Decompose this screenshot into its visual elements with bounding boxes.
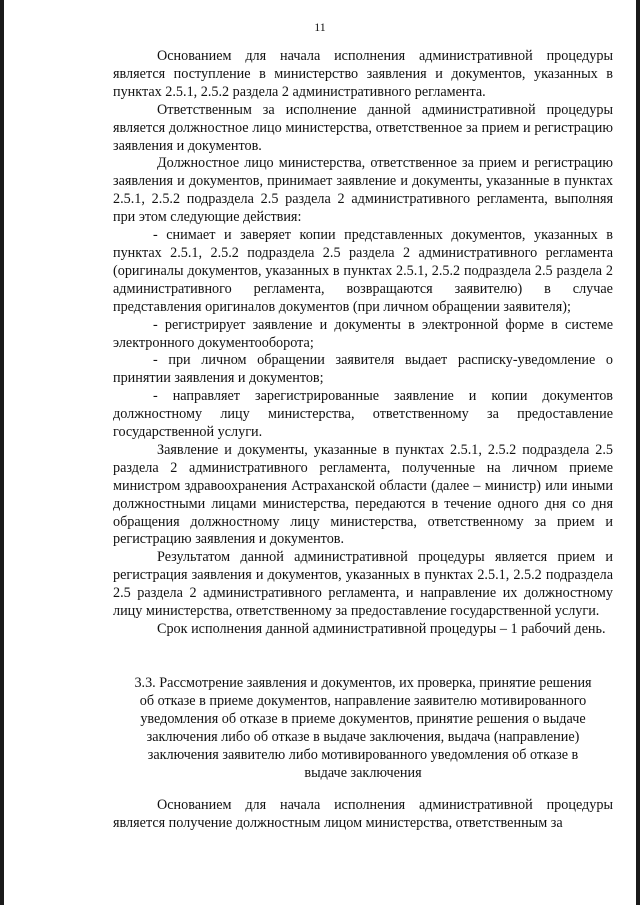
- paragraph-basis: Основанием для начала исполнения административной процедуры является поступление в министерство заявления и документов, указанных в пунктах 2.5.1, 2.5.2 раздела 2 административного регламента.: [113, 48, 613, 100]
- section-heading-line: 3.3. Рассмотрение заявления и документов, их проверка, принятие решения: [134, 675, 592, 691]
- scan-edge-right: [636, 0, 640, 905]
- paragraph-responsible: Ответственным за исполнение данной административной процедуры является должностное лицо министерства, ответственное за прием и регистрацию заявления и документов.: [113, 101, 613, 154]
- paragraph-next-basis: Основанием для начала исполнения административной процедуры является получение должностным лицом министерства, ответственным за: [113, 797, 613, 831]
- paragraph-deadline: Срок исполнения данной административной процедуры – 1 рабочий день.: [157, 621, 606, 637]
- section-heading: [113, 675, 613, 782]
- paragraph-result: Результатом данной административной процедуры является прием и регистрация заявления и документов, указанных в пунктах 2.5.1, 2.5.2 подраздела 2.5 раздела 2 административного регламента, и направление их должностному лицу министерства, ответственному за предоставление государственной услуги.: [113, 549, 613, 620]
- paragraph-official-actions: Должностное лицо министерства, ответственное за прием и регистрацию заявления и документов, принимает заявление и документы, указанные в пунктах 2.5.1, 2.5.2 подраздела 2.5 раздела 2 административного регламента, выполняя при этом следующие действия:: [113, 155, 613, 226]
- paragraph-personal-reception: Заявление и документы, указанные в пунктах 2.5.1, 2.5.2 подраздела 2.5 раздела 2 административного регламента, полученные на личном приеме министром здравоохранения Астраханской области (далее – министр) или иными должностными лицами министерства, передаются в течение одного дня со дня обращения должностному лицу министерства, ответственному за прием и регистрацию заявления и документов.: [113, 441, 613, 548]
- paragraph-action-forward: - направляет зарегистрированные заявление и копии документов должностному лицу министерства, ответственному за предоставление государственной услуги.: [113, 388, 613, 441]
- paragraph-action-register: - регистрирует заявление и документы в электронной форме в системе электронного документооборота;: [113, 316, 613, 351]
- section-heading-line: уведомления об отказе в приеме документов, принятие решения о выдаче: [140, 710, 586, 727]
- section-heading-line: заключения либо об отказе в выдаче заключения, выдача (направление): [146, 728, 580, 745]
- tail-text: [113, 797, 613, 833]
- body-text: [113, 48, 613, 639]
- section-heading-line: выдаче заключения: [304, 764, 422, 781]
- section-heading-line: заключения заявителю либо мотивированного уведомления об отказе в: [147, 746, 579, 763]
- paragraph-action-copies: - снимает и заверяет копии представленных документов, указанных в пунктах 2.5.1, 2.5.2 подраздела 2.5 раздела 2 административного регламента (оригиналы документов, указанных в пунктах 2.5.1, 2.5.2 подраздела 2.5 раздела 2 административного регламента, возвращаются заявителю) в случае представления оригиналов документов (при личном обращении заявителя);: [113, 227, 613, 315]
- paragraph-action-receipt: - при личном обращении заявителя выдает расписку-уведомление о принятии заявления и документов;: [113, 352, 613, 387]
- scan-edge-left: [0, 0, 4, 905]
- page-number: 11: [314, 20, 326, 34]
- section-heading-line: об отказе в приеме документов, направление заявителю мотивированного: [139, 692, 587, 709]
